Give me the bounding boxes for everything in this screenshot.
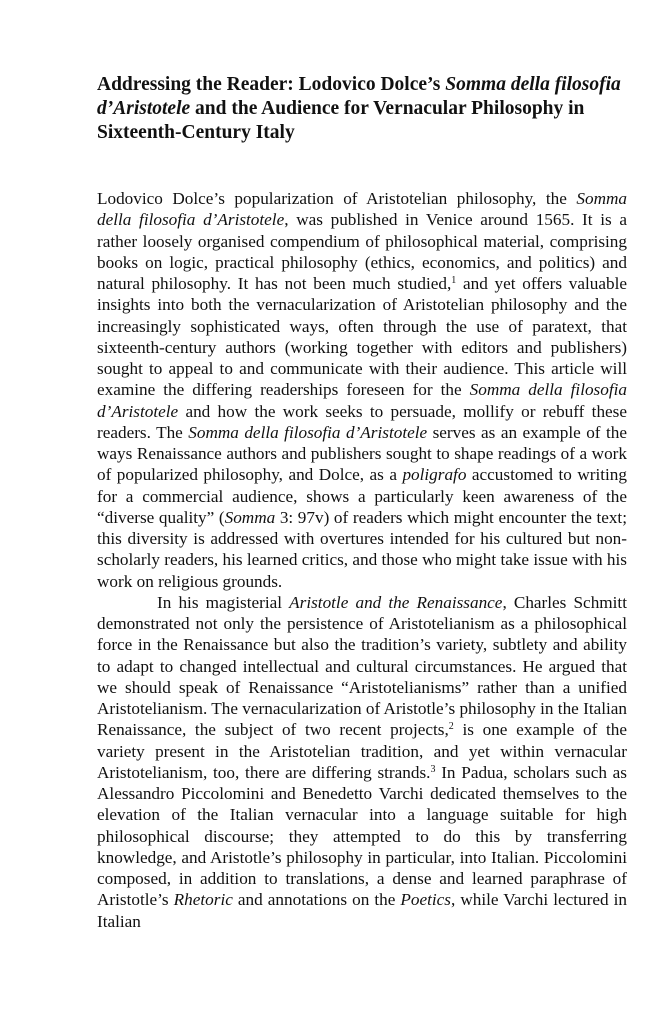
text-run: 3: 97v) of readers which might encounter the text; this diversity is addressed with overtures intended for his cultured but non-scholarly readers, his learned critics, and those who might take issue with his work on religious grounds. [97, 507, 627, 591]
article-body [97, 188, 627, 932]
italic-term: poligrafo [402, 465, 467, 485]
italic-title: Somma della filosofia d’Aristotele [188, 422, 428, 442]
text-run: serves as an example of the ways Renaissance authors and publishers sought to shape readings of a work of popularized philosophy, and Dolce, as a [97, 422, 627, 485]
title-text-part2: and the Audience for Vernacular Philosophy in Sixteenth-Century Italy [97, 98, 585, 143]
text-run: , Charles Schmitt demonstrated not only the persistence of Aristotelianism as a philosophical force in the Renaissance but also the tradition’s variety, subtlety and ability to adapt to changed intellectual and cultural circumstances. He argued that we should speak of Renaissance “Aristotelianisms” rather than a unified Aristotelianism. The vernacularization of Aristotle’s philosophy in the Italian Renaissance, the subject of two recent projects, [97, 592, 627, 740]
paragraph-1 [97, 188, 627, 592]
text-run: and yet offers valuable insights into both the vernacularization of Aristotelian philosophy and the increasingly sophisticated ways, often through the use of paratext, that sixteenth-century authors (working together with editors and publishers) sought to appeal to and communicate with their audience. This article will examine the differing readerships foreseen for the [97, 274, 627, 400]
article-page [97, 73, 627, 932]
text-run: In his magisterial [157, 592, 290, 612]
italic-title: Aristotle and the Renaissance [289, 592, 503, 612]
italic-title: Somma della filosofia d’Aristotele [97, 380, 627, 421]
text-run: Lodovico Dolce’s popularization of Aristotelian philosophy, the [97, 189, 577, 208]
text-run: , while Varchi lectured in Italian [97, 890, 627, 931]
text-run: and annotations on the [232, 890, 401, 910]
text-run: In Padua, scholars such as Alessandro Piccolomini and Benedetto Varchi dedicated themselves to the elevation of the Italian vernacular into a language suitable for high philosophical discourse; they attempted to do this by transferring knowledge, and Aristotle’s philosophy in particular, into Italian. Piccolomini composed, in addition to translations, a dense and learned paraphrase of Aristotle’s [97, 762, 627, 910]
footnote-marker-1: 1 [451, 275, 457, 286]
text-run: is one example of the variety present in the Aristotelian tradition, and yet within vernacular Aristotelianism, too, there are differing strands. [97, 720, 627, 782]
italic-title: Somma [224, 507, 276, 527]
text-run: accustomed to writing for a commercial audience, shows a particularly keen awareness of the “diverse quality” ( [97, 465, 627, 527]
text-run: and how the work seeks to persuade, mollify or rebuff these readers. The [97, 401, 627, 442]
title-text-part1: Addressing the Reader: Lodovico Dolce’s [97, 74, 446, 95]
title-italic-work: Somma della filosofia d’Aristotele [97, 74, 621, 119]
article-title [97, 73, 627, 145]
italic-title: Poetics [400, 890, 451, 910]
footnote-marker-2: 2 [448, 721, 454, 733]
text-run: , was published in Venice around 1565. It is a rather loosely organised compendium of philosophical material, comprising books on logic, practical philosophy (ethics, economics, and politics) and natural philosophy. It has not been much studied, [97, 210, 627, 293]
italic-title: Somma della filosofia d’Aristotele [97, 189, 627, 230]
footnote-marker-3: 3 [430, 763, 436, 775]
paragraph-2 [97, 592, 627, 932]
italic-title: Rhetoric [173, 890, 233, 910]
